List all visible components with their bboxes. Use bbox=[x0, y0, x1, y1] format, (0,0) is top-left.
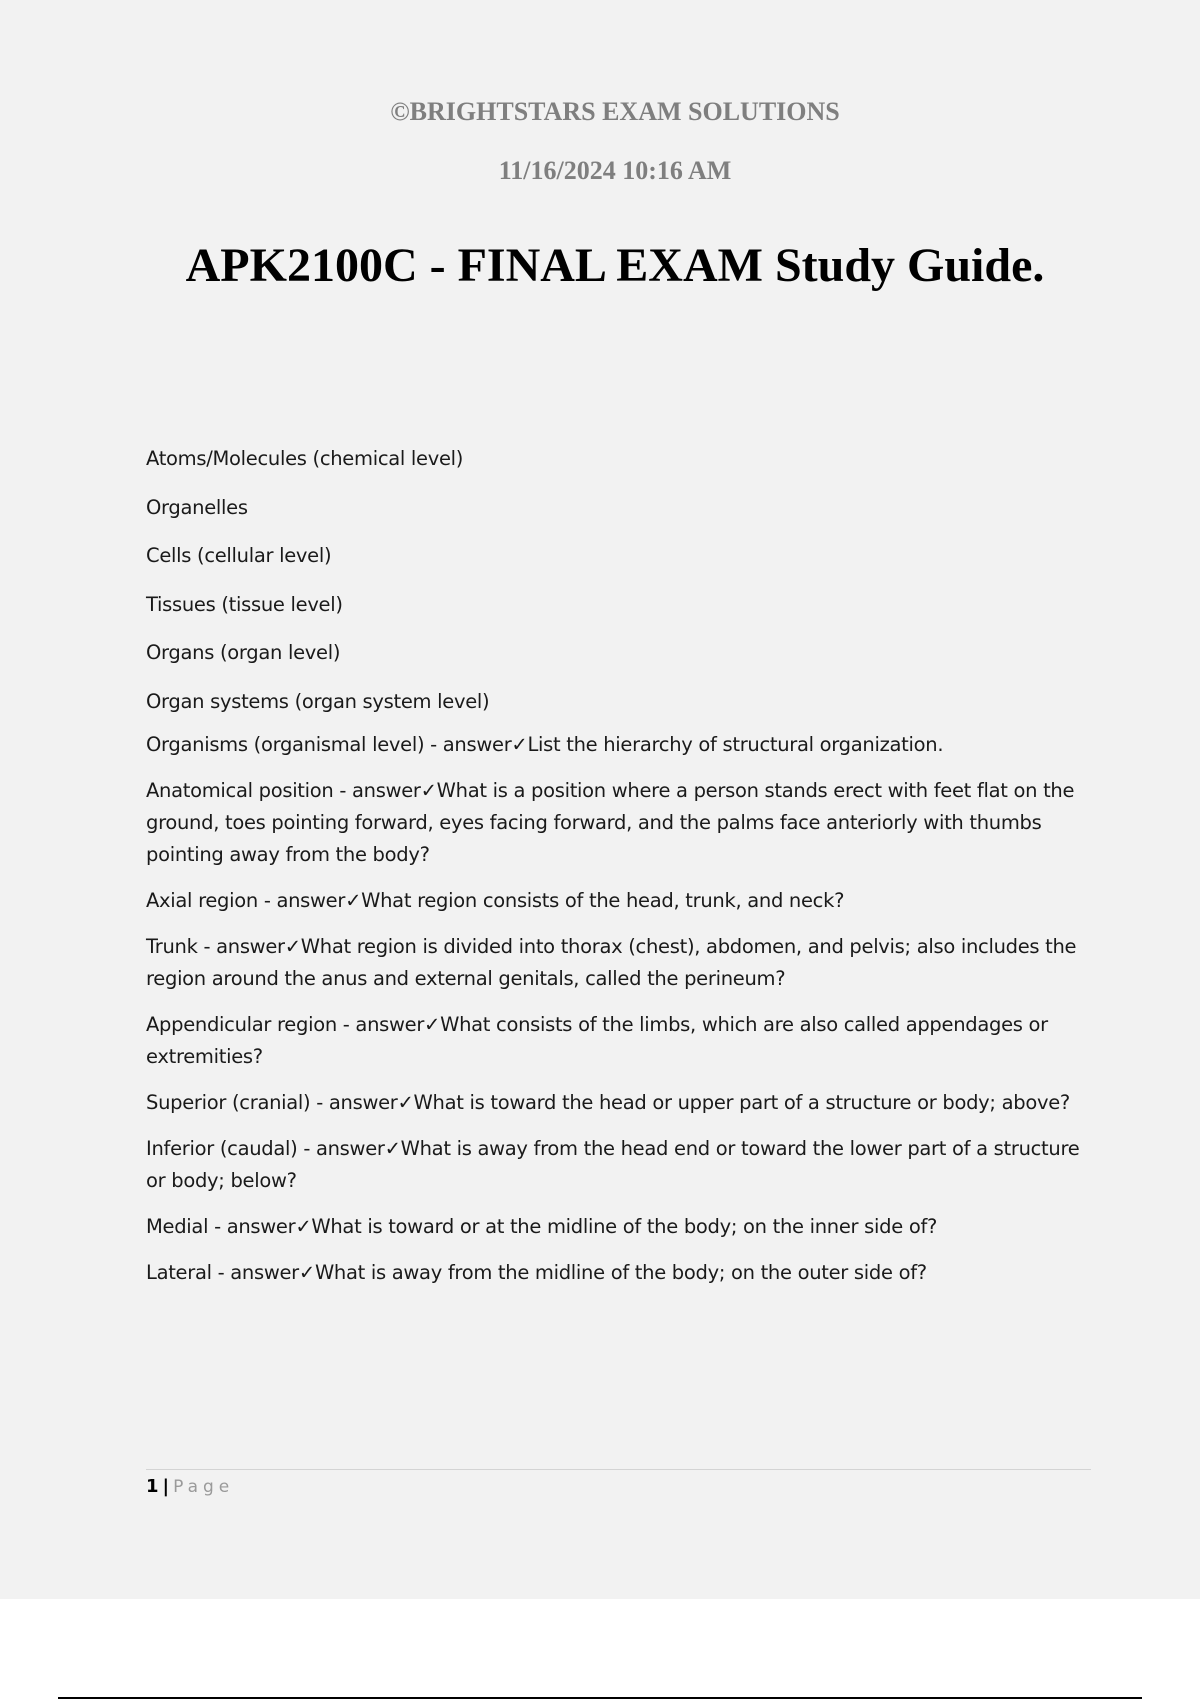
header-brand: ©BRIGHTSTARS EXAM SOLUTIONS bbox=[390, 97, 840, 126]
study-guide-content bbox=[146, 446, 1096, 1289]
qa-item: Anatomical position - answer✓What is a position where a person stands erect with feet flat on the ground, toes pointing forward, eyes facing forward, and the palms face anteriorly with thumbs pointing away from the body? bbox=[146, 778, 1075, 866]
qa-item: Superior (cranial) - answer✓What is toward the head or upper part of a structure or body; above? bbox=[146, 1090, 1070, 1114]
next-page-divider bbox=[58, 1697, 1142, 1699]
hierarchy-level-item: Atoms/Molecules (chemical level) bbox=[146, 447, 464, 470]
qa-item: Medial - answer✓What is toward or at the midline of the body; on the inner side of? bbox=[146, 1214, 938, 1238]
hierarchy-level-item: Organelles bbox=[146, 495, 248, 519]
qa-item: Trunk - answer✓What region is divided into thorax (chest), abdomen, and pelvis; also includes the region around the anus and external genitals, called the perineum? bbox=[146, 934, 1077, 990]
document-title: APK2100C - FINAL EXAM Study Guide. bbox=[185, 239, 1045, 292]
page-footer bbox=[146, 1476, 234, 1497]
hierarchy-level-item: Cells (cellular level) bbox=[146, 544, 332, 567]
qa-item: Organisms (organismal level) - answer✓List the hierarchy of structural organization. bbox=[146, 732, 944, 756]
qa-item: Axial region - answer✓What region consists of the head, trunk, and neck? bbox=[146, 888, 845, 912]
hierarchy-level-item: Organ systems (organ system level) bbox=[146, 689, 490, 713]
footer-divider bbox=[146, 1469, 1091, 1470]
qa-item: Lateral - answer✓What is away from the midline of the body; on the outer side of? bbox=[146, 1260, 927, 1284]
footer-separator: | bbox=[162, 1476, 170, 1497]
hierarchy-level-item: Tissues (tissue level) bbox=[146, 592, 343, 616]
hierarchy-level-item: Organs (organ level) bbox=[146, 641, 341, 664]
page-number: 1 bbox=[146, 1476, 159, 1497]
page-label: Page bbox=[173, 1477, 235, 1497]
qa-item: Appendicular region - answer✓What consists of the limbs, which are also called appendages or extremities? bbox=[146, 1012, 1048, 1068]
qa-item: Inferior (caudal) - answer✓What is away from the head end or toward the lower part of a structure or body; below? bbox=[146, 1136, 1080, 1192]
header-datetime: 11/16/2024 10:16 AM bbox=[498, 156, 732, 185]
